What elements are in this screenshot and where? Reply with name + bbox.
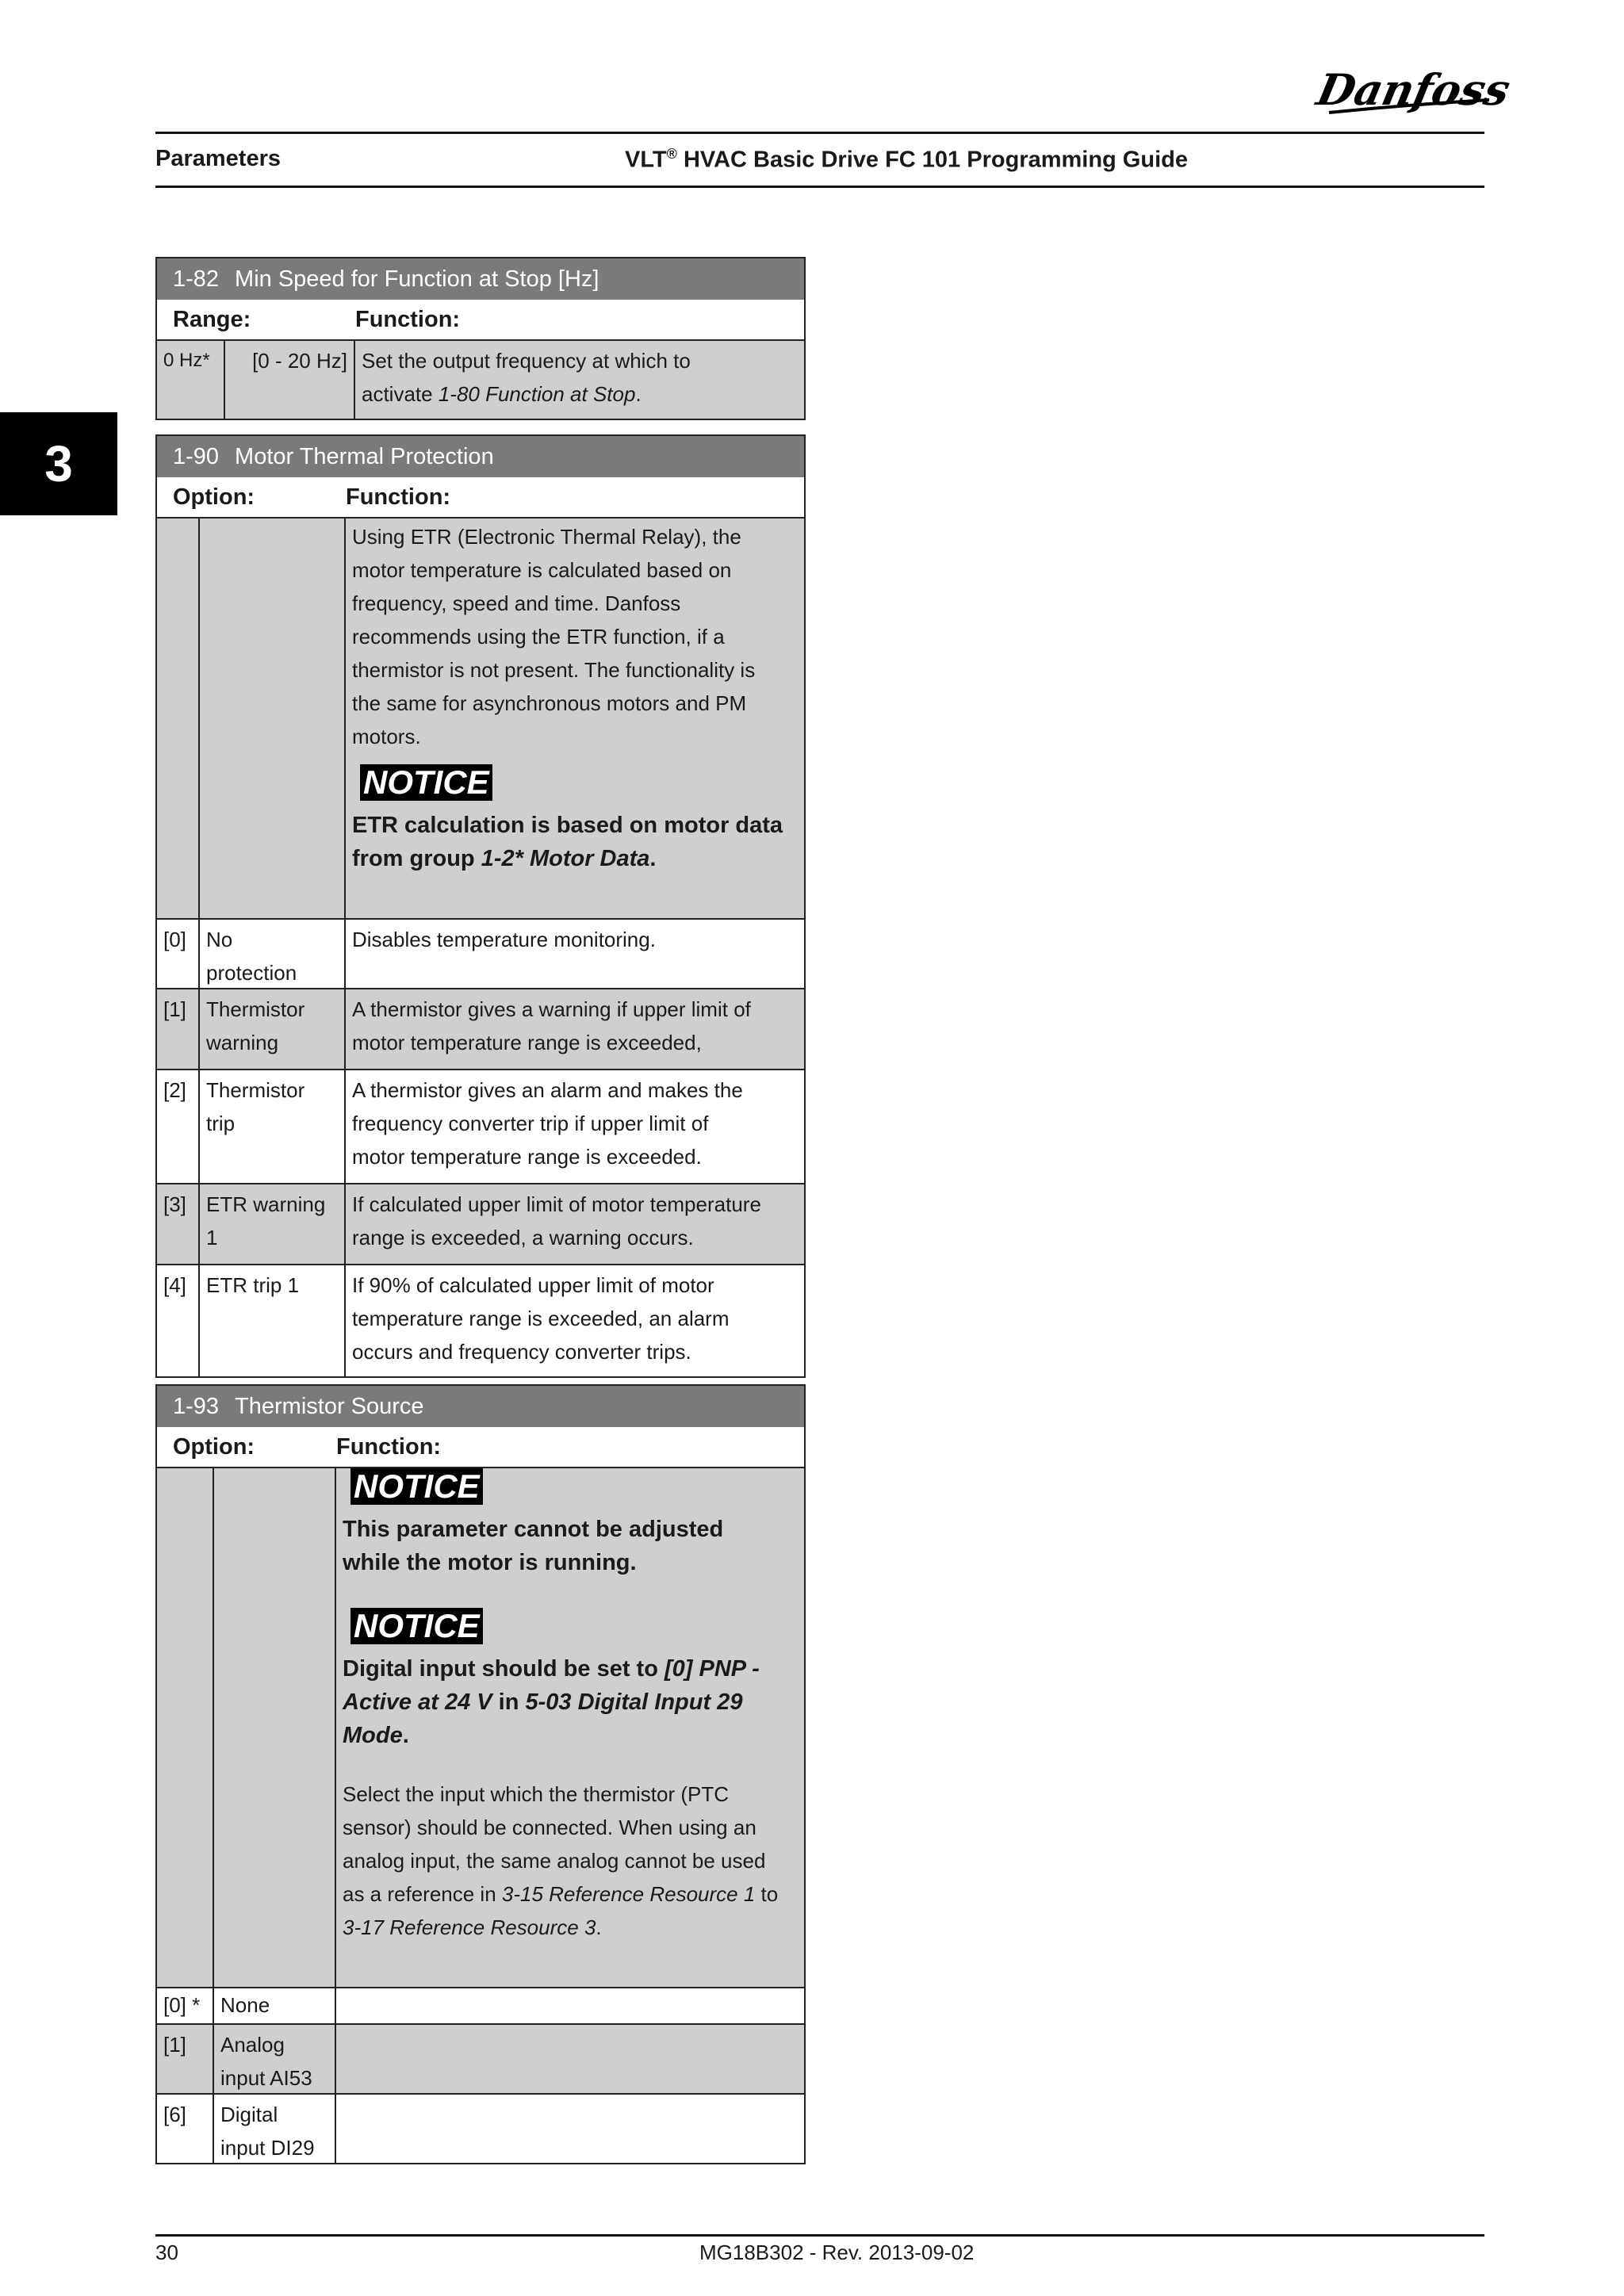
option-row [157, 2095, 804, 2163]
option-row [157, 2025, 804, 2095]
param-row [157, 341, 804, 419]
page-number: 30 [155, 2241, 178, 2264]
param-table-1-90 [155, 434, 806, 1378]
option-row [157, 1265, 804, 1376]
option-name: ETR warning 1 [200, 1184, 346, 1264]
header-title: VLT® HVAC Basic Drive FC 101 Programming Guide [625, 146, 1188, 173]
notice-label: NOTICE [350, 1608, 483, 1644]
option-name: Thermistor warning [200, 989, 346, 1069]
option-row [157, 920, 804, 989]
col-function: Function: [346, 484, 451, 510]
danfoss-logo [1312, 60, 1515, 122]
option-row [157, 989, 804, 1070]
col-option: Option: [173, 484, 255, 510]
default-value: 0 Hz* [157, 341, 225, 419]
option-name: Thermistor trip [200, 1070, 346, 1183]
notice-label: NOTICE [360, 764, 492, 801]
param-title: Thermistor Source [235, 1393, 424, 1419]
param-table-1-93 [155, 1384, 806, 2164]
param-number: 1-93 [173, 1393, 220, 1419]
option-index: [4] [157, 1265, 200, 1376]
col-function: Function: [336, 1433, 442, 1460]
option-index: [0] [157, 920, 200, 988]
option-description: Disables temperature monitoring. [352, 928, 656, 951]
notice-label: NOTICE [350, 1468, 483, 1505]
notice-text: Digital input should be set to [0] PNP - Active at 24 V in 5-03 Digital Input 29 Mode. [343, 1656, 760, 1748]
param-title-bar [157, 1386, 804, 1427]
param-intro-row [157, 1468, 804, 1988]
param-title-bar [157, 258, 804, 300]
param-title: Min Speed for Function at Stop [Hz] [235, 266, 599, 292]
function-description: Set the output frequency at which to activate 1-80 Function at Stop. [362, 349, 691, 406]
function-description [336, 1468, 804, 1987]
option-index: [6] [157, 2095, 214, 2163]
option-index: [1] [157, 2025, 214, 2093]
col-function: Function: [355, 306, 461, 332]
param-column-headers [157, 300, 804, 341]
function-description: Using ETR (Electronic Thermal Relay), the motor temperature is calculated based on frequency, speed and time. Danfoss recommends using the ETR function, if a thermistor is not present. The functionality is the same for asynchronous motors and PM motors. NOTICE ETR calculation is based on motor data from group 1-2* Motor Data. [346, 519, 804, 918]
header-rule-top [155, 132, 1484, 134]
param-number: 1-90 [173, 443, 220, 469]
footer-rule [155, 2234, 1484, 2237]
option-row [157, 1070, 804, 1184]
header-rule-bottom [155, 186, 1484, 188]
col-range: Range: [173, 306, 251, 332]
option-name: Analog input AI53 [214, 2025, 336, 2093]
option-description: If 90% of calculated upper limit of motor temperature range is exceeded, an alarm occurs and frequency converter trips. [352, 1273, 730, 1364]
param-column-headers [157, 477, 804, 519]
description-text: Select the input which the thermistor (PTC sensor) should be connected. When using an analog input, the same analog cannot be used as a reference in 3-15 Reference Resource 1 to 3-17 Reference Resource 3. [343, 1782, 779, 1939]
option-index: [3] [157, 1184, 200, 1264]
option-description: A thermistor gives an alarm and makes the frequency converter trip if upper limit of motor temperature range is exceeded. [352, 1078, 743, 1169]
option-row [157, 1988, 804, 2025]
col-option: Option: [173, 1433, 255, 1460]
param-title: Motor Thermal Protection [235, 443, 494, 469]
notice-text: ETR calculation is based on motor data from group 1-2* Motor Data. [352, 813, 783, 871]
header-section: Parameters [155, 146, 281, 171]
option-index: [2] [157, 1070, 200, 1183]
document-id: MG18B302 - Rev. 2013-09-02 [699, 2241, 975, 2264]
option-name: Digital input DI29 [214, 2095, 336, 2163]
param-title-bar [157, 436, 804, 477]
notice-text: This parameter cannot be adjusted while the motor is running. [343, 1517, 724, 1575]
svg-text:Danfoss: Danfoss [1312, 64, 1515, 115]
option-description: If calculated upper limit of motor temperature range is exceeded, a warning occurs. [352, 1192, 761, 1249]
chapter-tab: 3 [0, 412, 117, 515]
param-table-1-82 [155, 257, 806, 420]
option-description: A thermistor gives a warning if upper limit of motor temperature range is exceeded, [352, 997, 751, 1054]
option-index: [0] * [157, 1988, 214, 2023]
param-column-headers [157, 1427, 804, 1468]
param-number: 1-82 [173, 266, 220, 292]
range-value: [0 - 20 Hz] [225, 341, 355, 419]
option-name: None [214, 1988, 336, 2023]
option-name: No protection [200, 920, 346, 988]
param-intro-row [157, 519, 804, 920]
option-row [157, 1184, 804, 1265]
option-index: [1] [157, 989, 200, 1069]
option-name: ETR trip 1 [200, 1265, 346, 1376]
